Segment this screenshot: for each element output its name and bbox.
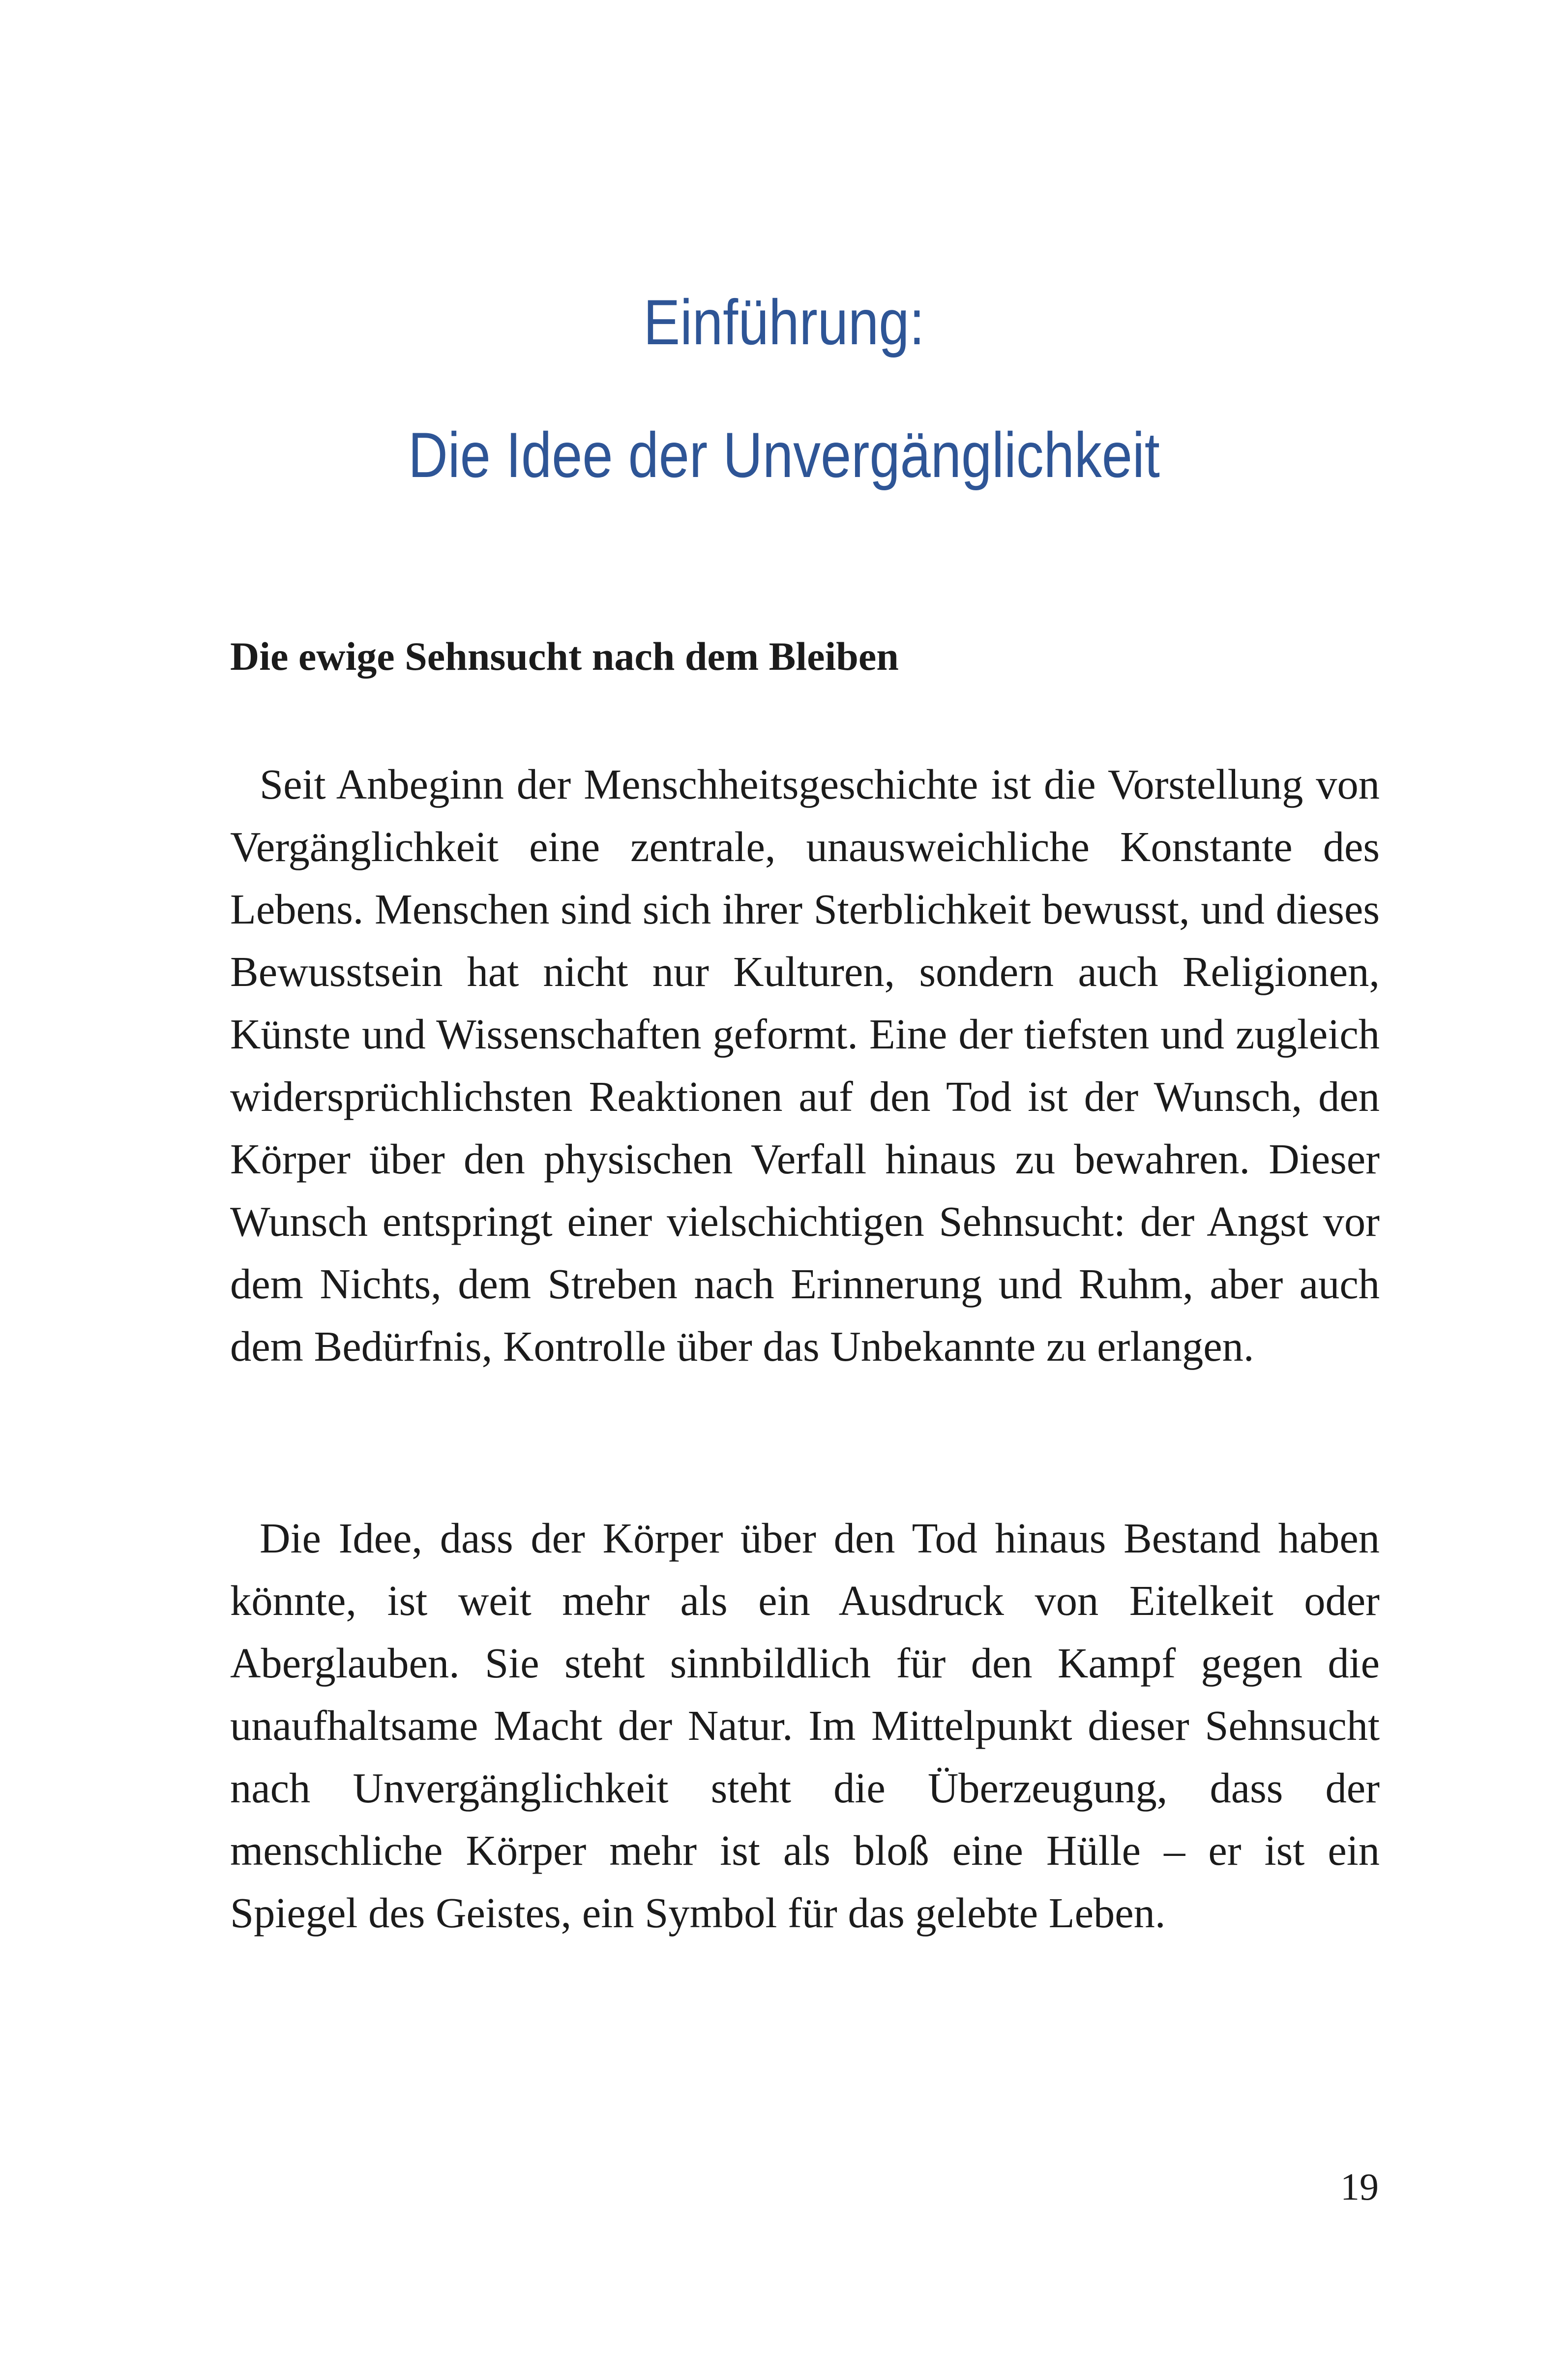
body-paragraph-1: Seit Anbeginn der Menschheitsgeschichte ist die Vorstellung von Vergänglichkeit eine zentrale, unausweichliche Konstante des Lebens. Menschen sind sich ihrer Sterblichkeit bewusst, und dieses Bewusstsein hat nicht nur Kulturen, sondern auch Religionen, Künste und Wissenschaften geformt. Eine der tiefsten und zugleich widersprüchlichsten Reaktionen auf den Tod ist der Wunsch, den Körper über den physischen Verfall hinaus zu bewahren. Dieser Wunsch entspringt einer vielschichtigen Sehnsucht: der Angst vor dem Nichts, dem Streben nach Erinnerung und Ruhm, aber auch dem Bedürfnis, Kontrolle über das Unbekannte zu erlangen. [230, 761, 1380, 1370]
section-heading: Die ewige Sehnsucht nach dem Bleiben [230, 634, 899, 679]
chapter-title-line-2: Die Idee der Unvergänglichkeit [408, 419, 1160, 491]
page-number: 19 [1340, 2165, 1379, 2208]
body-paragraph-2: Die Idee, dass der Körper über den Tod hinaus Bestand haben könnte, ist weit mehr als ein Ausdruck von Eitelkeit oder Aberglauben. Sie steht sinnbildlich für den Kampf gegen die unaufhaltsame Macht der Natur. Im Mittelpunkt dieser Sehnsucht nach Unvergänglichkeit steht die Überzeugung, dass der menschliche Körper mehr ist als bloß eine Hülle – er ist ein Spiegel des Geistes, ein Symbol für das gelebte Leben. [230, 1515, 1380, 1937]
chapter-title-line-1: Einführung: [643, 286, 925, 358]
